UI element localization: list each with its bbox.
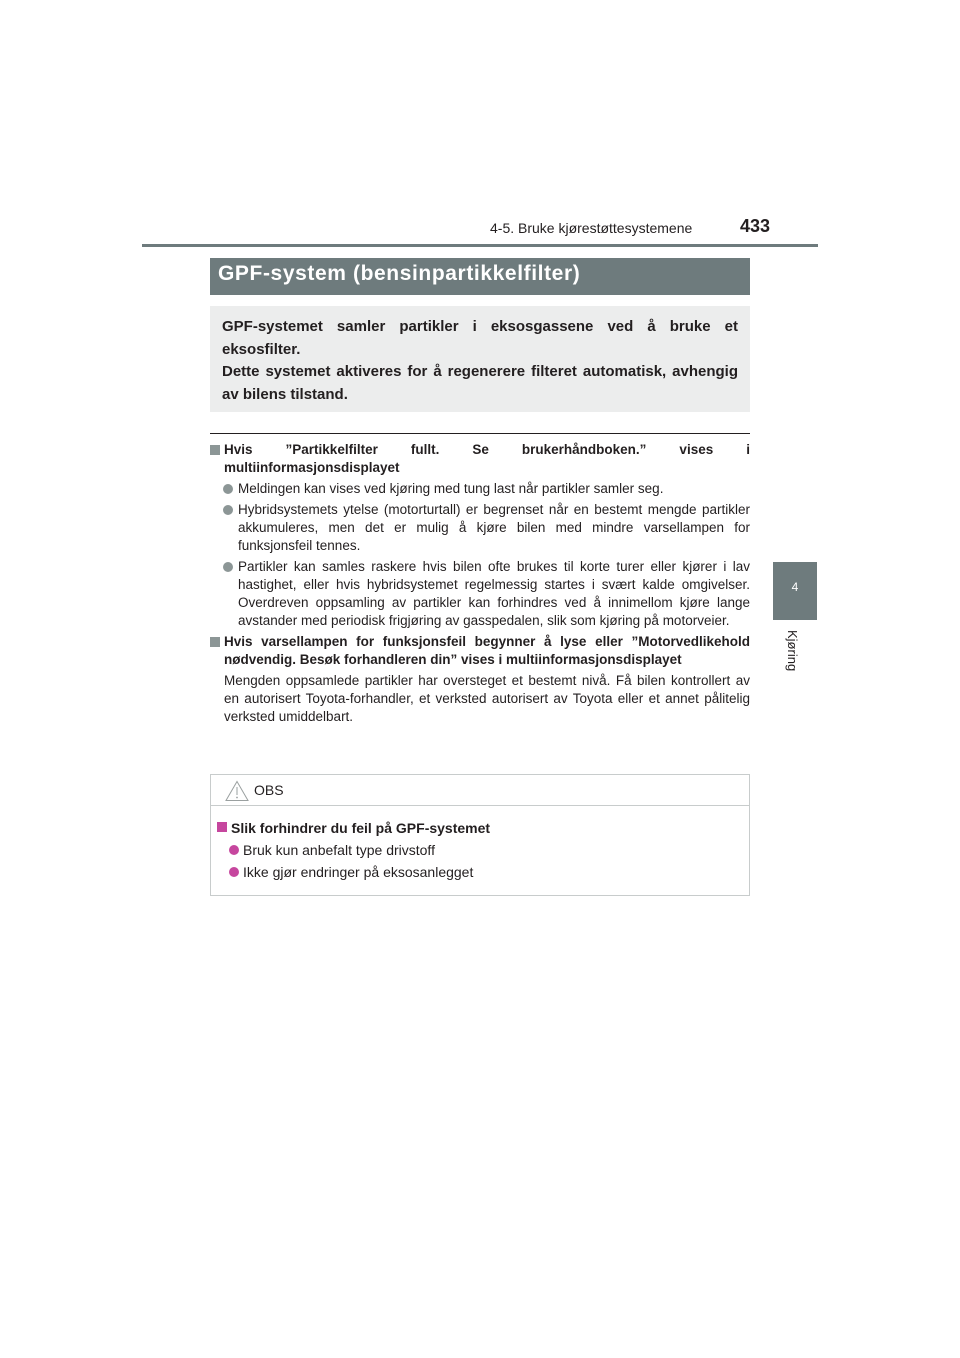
section-heading [210,441,750,477]
list-item [210,480,750,498]
section-heading-text: Hvis varsellampen for funksjonsfeil begynner å lyse eller ”Motorvedlikehold nødvendig. Besøk forhandleren din” vises i multiinformasjonsdisplayet [224,634,750,667]
list-item-text: Bruk kun anbefalt type drivstoff [243,842,435,858]
obs-heading [217,817,737,839]
list-item-text: Meldingen kan vises ved kjøring med tung last når partikler samler seg. [238,481,664,496]
intro-line-2: Dette systemet aktiveres for å regenerere filteret automatisk, avhengig av bilens tilstand. [222,363,738,403]
list-item [217,839,737,861]
chapter-tab-number: 4 [791,580,799,594]
obs-heading-text: Slik forhindrer du feil på GPF-systemet [231,820,491,836]
main-content [210,441,750,729]
obs-body [217,817,737,883]
obs-box [210,774,750,896]
list-item [217,861,737,883]
intro-line-1: GPF-systemet samler partikler i eksosgassene ved å bruke et eksosfilter. [222,318,738,358]
square-bullet-icon [217,822,227,832]
obs-header [211,775,749,806]
list-item-text: Ikke gjør endringer på eksosanlegget [243,864,474,880]
dot-bullet-icon [229,867,239,877]
warning-triangle-icon [225,780,249,807]
dot-bullet-icon [229,845,239,855]
section-divider [210,433,750,434]
intro-text [222,316,738,406]
dot-bullet-icon [223,505,233,515]
list-item [210,501,750,555]
list-item [210,558,750,630]
square-bullet-icon [210,637,220,647]
header-rule [142,244,818,247]
chapter-tab-label: Kjøring [785,630,800,672]
section-heading-text: Hvis ”Partikkelfilter fullt. Se brukerhåndboken.” vises i multiinformasjonsdisplayet [224,442,750,475]
page-number: 433 [740,216,771,236]
header-section-title: 4-5. Bruke kjørestøttesystemene [490,220,693,236]
list-item-text: Partikler kan samles raskere hvis bilen ofte brukes til korte turer eller kjører i lav hastighet, eller hvis hybridsystemet regelmessig startes i svært kalde omgivelser. Overdreven oppsamling av partikler kan forhindres ved å innimellom kjøre lange avstander med periodisk frigjøring av gasspedalen, slik som kjøring på motorveier. [238,559,750,628]
section-heading [210,633,750,669]
section-paragraph: Mengden oppsamlede partikler har oversteget et bestemt nivå. Få bilen kontrollert av en autorisert Toyota-forhandler, et verksted autorisert av Toyota eller et annet pålitelig verksted umiddelbart. [224,673,750,724]
square-bullet-icon [210,445,220,455]
page-title: GPF-system (bensinpartikkelfilter) [218,262,581,285]
obs-label: OBS [254,782,284,798]
title-bar [210,258,750,295]
chapter-tab [773,562,817,620]
intro-box [210,306,750,412]
dot-bullet-icon [223,484,233,494]
list-item-text: Hybridsystemets ytelse (motorturtall) er begrenset når en bestemt mengde partikler akkumuleres, men det er mulig å kjøre bilen med mindre varsellampen for funksjonsfeil tennes. [238,502,750,553]
dot-bullet-icon [223,562,233,572]
